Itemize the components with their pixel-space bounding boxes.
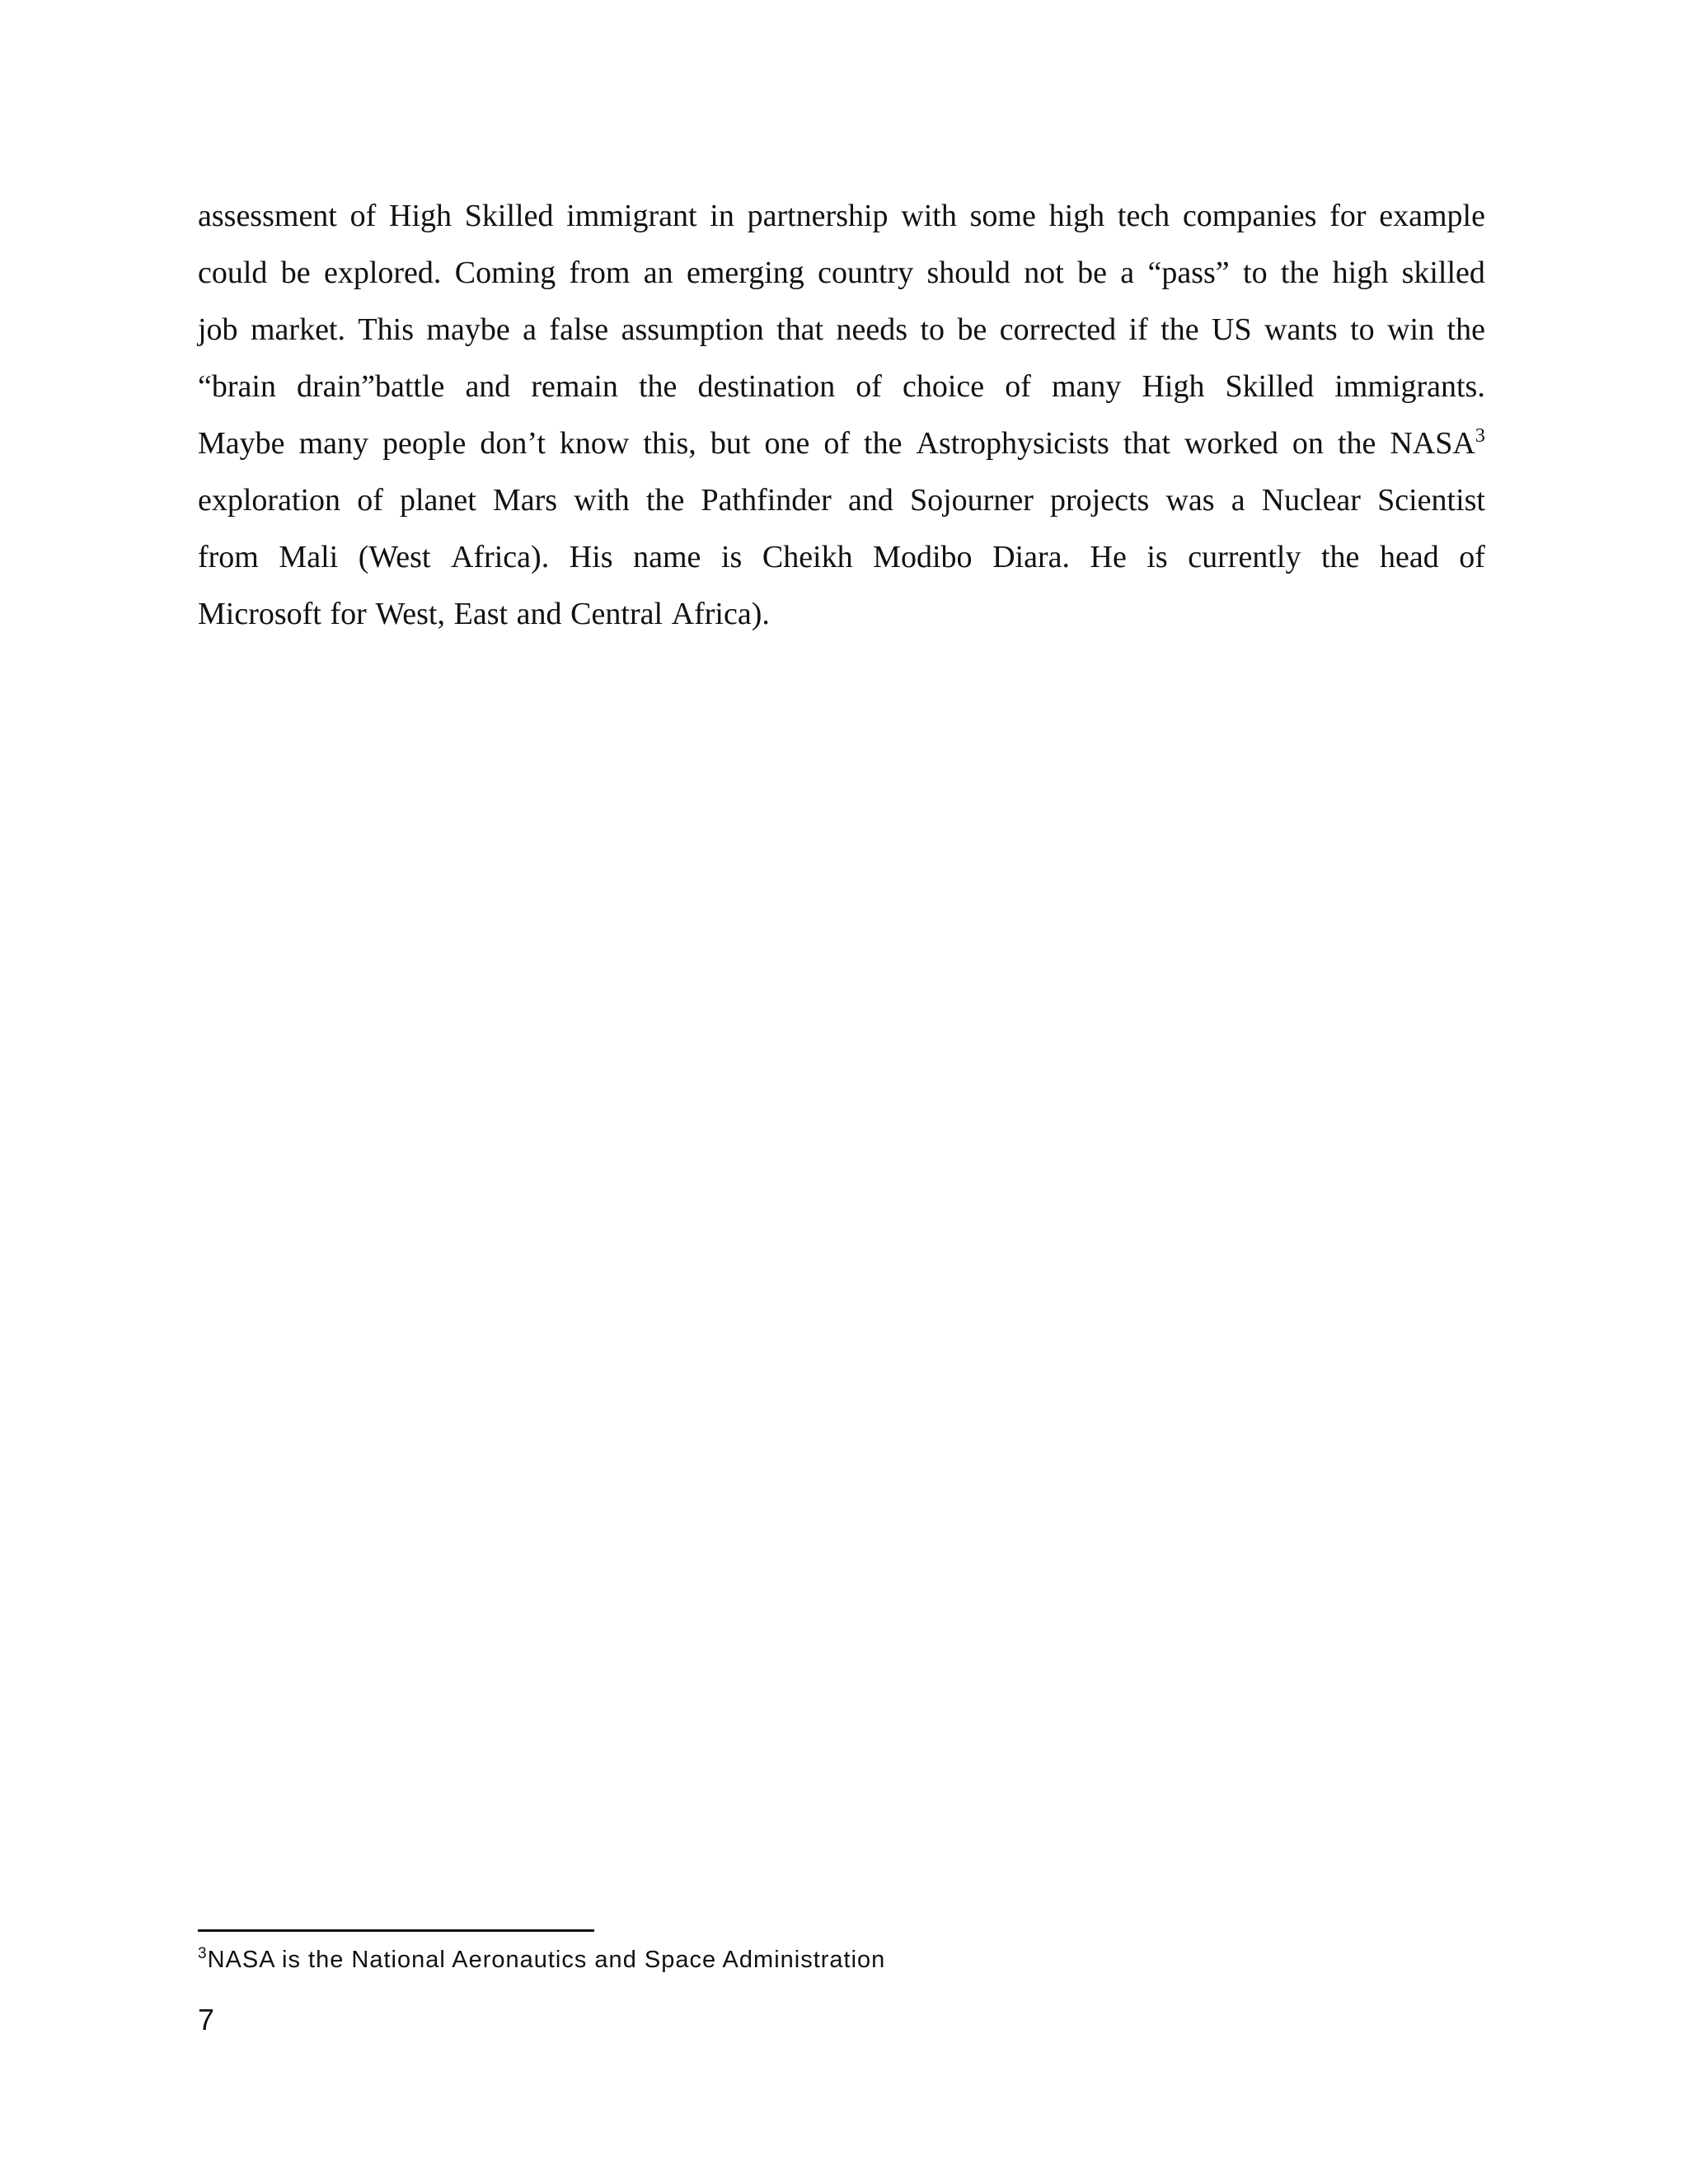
word: was [1165,483,1215,518]
word: is [1146,540,1168,574]
word: Cheikh [762,540,853,574]
word: tech [1117,199,1170,233]
word: East [453,597,509,631]
word: high [1048,199,1105,233]
word: name [633,540,701,574]
word: destination [697,369,836,404]
word: one [764,426,810,461]
word: maybe [426,312,510,347]
word: the [864,426,903,461]
word: is [720,540,743,574]
word: partnership [747,199,889,233]
word: (West [358,540,431,574]
word: immigrant [566,199,697,233]
word: Modibo [873,540,973,574]
word: to [1243,255,1268,290]
footnote-separator [198,1929,594,1932]
word: the [1337,426,1376,461]
word: of [1459,540,1485,574]
footnote-marker: 3 [198,1945,208,1962]
word: Skilled [464,199,554,233]
word: could [198,255,268,290]
word: assessment [198,199,337,233]
word: the [1280,255,1320,290]
word: know [559,426,630,461]
word: on [1292,426,1324,461]
word: the [1160,312,1199,347]
word: Mars [493,483,558,518]
word: be [280,255,311,290]
word: some [969,199,1036,233]
word: for [1329,199,1367,233]
word: win [1387,312,1435,347]
word: corrected [999,312,1117,347]
word: that [776,312,824,347]
page-number: 7 [198,2003,215,2036]
word: Africa). [671,597,770,631]
word: an [643,255,673,290]
word: Mali [279,540,339,574]
word: “brain [198,369,276,404]
word: but [710,426,751,461]
word: Astrophysicists [916,426,1109,461]
word: and [847,483,893,518]
text-line [198,191,1485,248]
word: and [465,369,511,404]
word: with [574,483,630,518]
word: choice [903,369,985,404]
word: this, [643,426,696,461]
word: for [330,597,367,631]
word: projects [1050,483,1150,518]
text-line [198,362,1485,419]
word: wants [1264,312,1338,347]
word: worked [1184,426,1278,461]
word: companies [1182,199,1317,233]
word: skilled [1401,255,1485,290]
word: of [357,483,383,518]
word: with [901,199,957,233]
word: assumption [621,312,764,347]
word: planet [400,483,476,518]
word: if [1128,312,1148,347]
word: of [1005,369,1031,404]
word: a [1231,483,1245,518]
word: Coming [454,255,556,290]
footnote [198,1947,885,1974]
word: the [645,483,685,518]
word: West, [375,597,445,631]
word: exploration [198,483,341,518]
word: not [1024,255,1064,290]
word: Africa). [451,540,550,574]
word: to [1350,312,1375,347]
word: Nuclear [1261,483,1361,518]
word: from [569,255,631,290]
word: market. [250,312,345,347]
text-line [198,532,1485,589]
word: country [818,255,914,290]
word: Maybe [198,426,285,461]
word: a [523,312,537,347]
body-paragraph [198,191,1485,646]
word: This [358,312,414,347]
word: Scientist [1377,483,1485,518]
word: High [1142,369,1205,404]
word: of [349,199,377,233]
text-line [198,476,1485,532]
word: job [198,312,238,347]
word: Sojourner [909,483,1034,518]
word: don’t [480,426,546,461]
word: immigrants. [1334,369,1485,404]
word: NASA$^3$ [1390,425,1485,461]
text-line [198,419,1485,476]
text-line [198,589,1485,646]
word: high [1332,255,1389,290]
word: currently [1188,540,1301,574]
text-line [198,305,1485,362]
word: false [549,312,609,347]
word: should [926,255,1010,290]
word: be [1077,255,1107,290]
word: example [1379,199,1485,233]
word: Microsoft [198,597,321,631]
text-line [198,248,1485,305]
word: US [1212,312,1252,347]
word: and [516,597,562,631]
word: His [569,540,613,574]
word: many [298,426,368,461]
word: from [198,540,259,574]
word: that [1123,426,1170,461]
word: needs [836,312,908,347]
word: in [710,199,734,233]
word: “pass” [1147,255,1230,290]
word: Central [570,597,663,631]
word: the [638,369,678,404]
word: Skilled [1225,369,1315,404]
word: many [1051,369,1122,404]
word: the [1320,540,1360,574]
word: people [382,426,467,461]
word: emerging [686,255,804,290]
word: remain [531,369,618,404]
word: explored. [323,255,442,290]
word: drain”battle [297,369,445,404]
word: of [823,426,850,461]
footnote-text: NASA is the National Aeronautics and Space Administration [207,1947,886,1973]
word: of [856,369,882,404]
word: the [1447,312,1485,347]
word: a [1120,255,1135,290]
word: Pathfinder [701,483,832,518]
word: High [389,199,452,233]
word: be [957,312,987,347]
footnote-reference: 3 [1475,425,1485,447]
word: He [1090,540,1127,574]
word: head [1379,540,1439,574]
word: Diara. [992,540,1070,574]
word: to [920,312,945,347]
